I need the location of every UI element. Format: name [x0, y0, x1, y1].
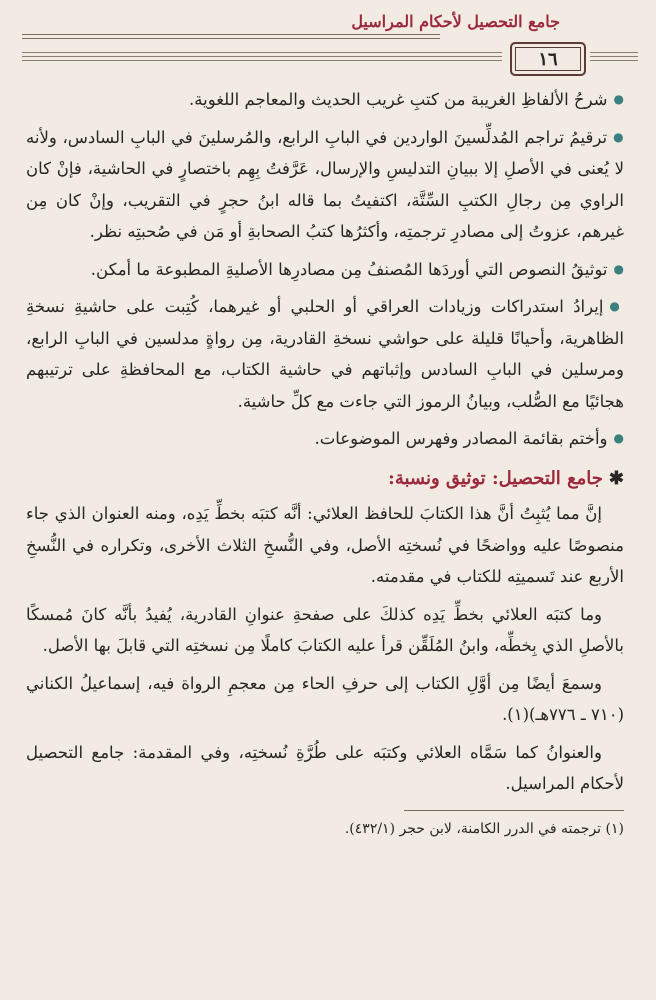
header-rule: [22, 34, 440, 35]
decorative-rules: [590, 52, 638, 64]
footnote-divider: [404, 810, 624, 811]
decorative-rules: [22, 52, 502, 62]
page-number: ١٦: [510, 42, 586, 76]
page-body: [26, 84, 624, 847]
header-rule: [22, 38, 440, 39]
body-paragraph: وسمعَ أيضًا مِن أوَّلِ الكتاب إلى حرفِ الحاء مِن معجمِ الرواة فيه، إسماعيلُ الكناني (٧١٠ ـ ٧٧٦هـ)(١).: [26, 673, 624, 724]
bullet-item: ● توثيقُ النصوص التي أوردَها المُصنفُ مِن مصادرِها الأصليةِ المطبوعة ما أمكن.: [26, 254, 624, 286]
bullet-item: ● إيرادُ استدراكات وزيادات العراقي أو الحلبي أو غيرهما، كُتِبت على حاشيةِ نسخةِ الظاهرية، وأحيانًا قليلة على حواشي نسخةِ القادرية، مِن رواةٍ مدلسين في البابِ الرابع، ومرسلين في البابِ السادس وإثباتهم في حاشية الكتاب، مع المحافظةِ على ترتيبهم هجائيًا مع الصُّلب، وبيانُ الرموز التي جاءت مع كلِّ حاشية.: [26, 291, 624, 417]
running-title: جامع التحصيل لأحكام المراسيل: [351, 12, 560, 31]
body-paragraph: وما كتبَه العلائي بخطِّ يَدِه كذلكَ على صفحةِ عنوانِ القادرية، يُفيدُ بأنَّه كانَ مُمسكًا بالأصلِ الذي بِخطِّه، وابنُ المُلَقِّن قرأ عليه الكتابَ كاملًا مِن نسختِه التي قابلَ بها الأصل.: [26, 604, 624, 655]
footnote: (١) ترجمته في الدرر الكامنة، لابن حجر (٤٣٢/١).: [344, 820, 624, 837]
bullet-item: ● شرحُ الألفاظِ الغريبة من كتبِ غريب الحديث والمعاجم اللغوية.: [26, 84, 624, 116]
body-paragraph: إنَّ مما يُثبِتُ أنَّ هذا الكتابَ للحافظ العلائي: أنَّه كتبَه بخطِّ يَدِه، ومنه العنوان الذي جاء منصوصًا عليه وواضحًا في نُسختِه الأصل، وفي النُّسخِ الثلاث الأخرى، وتكراره في النُّسخِ الأربع عند تَسميتِه للكتاب في مقدمته.: [26, 504, 624, 586]
bullet-item: ● ترقيمُ تراجم المُدلِّسينَ الواردين في البابِ الرابع، والمُرسلينَ في البابِ السادس، ولأنه لا يُعنى في الأصلِ إلا ببيانِ التدليسِ والإرسال، عَرَّفتُ بِهِم باختصارٍ في الحاشية، فإنْ كان الراوي مِن رجالِ الكتبِ السِّتَّة، اكتفيتُ بما قاله ابنُ حجرٍ في التقريب، وإنْ كان مِن غيرهم، عزوتُ إلى مصادرِ ترجمتِه، وأكثرُها كتبُ الصحابةِ أو مَن في صُحبتِه نظر.: [26, 122, 624, 248]
section-heading: [26, 463, 624, 495]
bullet-item: ● وأختم بقائمة المصادر وفهرس الموضوعات.: [26, 423, 624, 455]
body-paragraph: والعنوانُ كما سَمَّاه العلائي وكتبَه على طُرَّةِ نُسختِه، وفي المقدمة: جامع التحصيل لأحكام المراسيل.: [26, 742, 624, 793]
star-icon: ✱: [608, 467, 624, 489]
section-title: جامع التحصيل: توثيق ونسبة:: [388, 467, 603, 489]
